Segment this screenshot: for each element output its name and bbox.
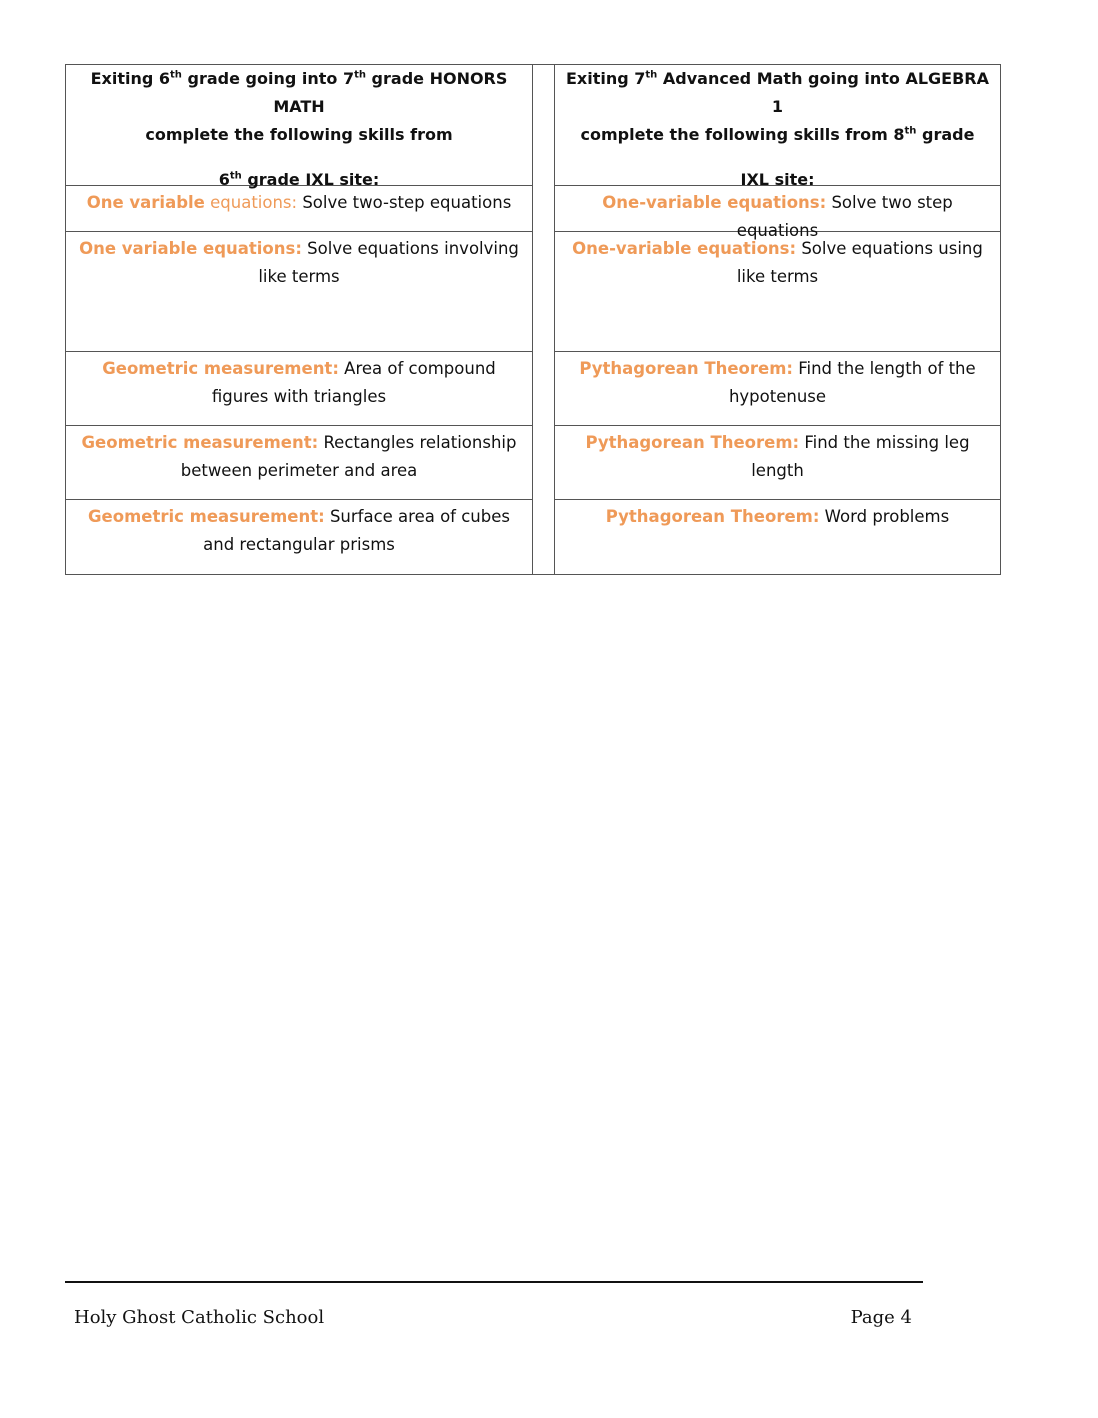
left-row-5-category: Geometric measurement: (88, 507, 325, 526)
right-row-2-text: Solve equations using like terms (736, 239, 983, 286)
left-row-3-category: Geometric measurement: (102, 359, 339, 378)
right-row-4-category: Pythagorean Theorem: (585, 433, 800, 452)
left-table-header (66, 65, 532, 189)
right-row-4 (555, 425, 1000, 499)
left-row-4 (66, 425, 532, 499)
right-row-1-text: Solve two step equations (736, 193, 953, 240)
left-row-5-text: Surface area of cubes and rectangular prisms (203, 507, 510, 554)
left-header-line3: 6th grade IXL site: (218, 170, 380, 189)
right-row-4-text: Find the missing leg length (751, 433, 970, 480)
left-row-1-category: One variable (86, 193, 205, 212)
right-header-line1: Exiting 7th Advanced Math going into ALGEBRA 1 (565, 69, 989, 116)
right-header-line2: complete the following skills from 8th grade (580, 125, 975, 144)
right-row-2 (555, 231, 1000, 351)
left-row-2-text: Solve equations involving like terms (258, 239, 519, 286)
footer-page-number: Page 4 (850, 1307, 912, 1328)
left-row-2 (66, 231, 532, 351)
right-row-3-category: Pythagorean Theorem: (579, 359, 793, 378)
right-row-2-category: One-variable equations: (572, 239, 797, 258)
left-row-1-category-b: equations: (204, 193, 298, 212)
left-row-5 (66, 499, 532, 574)
right-table-header (555, 65, 1000, 189)
left-header-line1: Exiting 6th grade going into 7th grade HONORS MATH (90, 69, 508, 116)
left-row-2-category: One variable equations: (79, 239, 302, 258)
table-gap (533, 64, 554, 575)
left-header-line2: complete the following skills from (145, 125, 453, 144)
right-row-3-text: Find the length of the hypotenuse (728, 359, 976, 406)
right-header-line3: IXL site: (740, 170, 815, 189)
right-skills-table (554, 64, 1001, 575)
left-skills-table (65, 64, 533, 575)
left-row-4-category: Geometric measurement: (81, 433, 319, 452)
left-row-3 (66, 351, 532, 425)
right-row-5-text: Word problems (819, 507, 950, 526)
right-row-1-category: One-variable equations: (602, 193, 827, 212)
left-row-1-text: Solve two-step equations (297, 193, 512, 212)
left-row-4-text: Rectangles relationship between perimeter and area (180, 433, 517, 480)
right-row-5-category: Pythagorean Theorem: (605, 507, 820, 526)
footer-school-name: Holy Ghost Catholic School (74, 1307, 325, 1328)
right-row-5 (555, 499, 1000, 574)
left-row-3-text: Area of compound figures with triangles (211, 359, 496, 406)
right-row-1 (555, 185, 1000, 240)
right-row-3 (555, 351, 1000, 425)
left-row-1 (66, 185, 532, 231)
footer-rule (65, 1281, 923, 1283)
